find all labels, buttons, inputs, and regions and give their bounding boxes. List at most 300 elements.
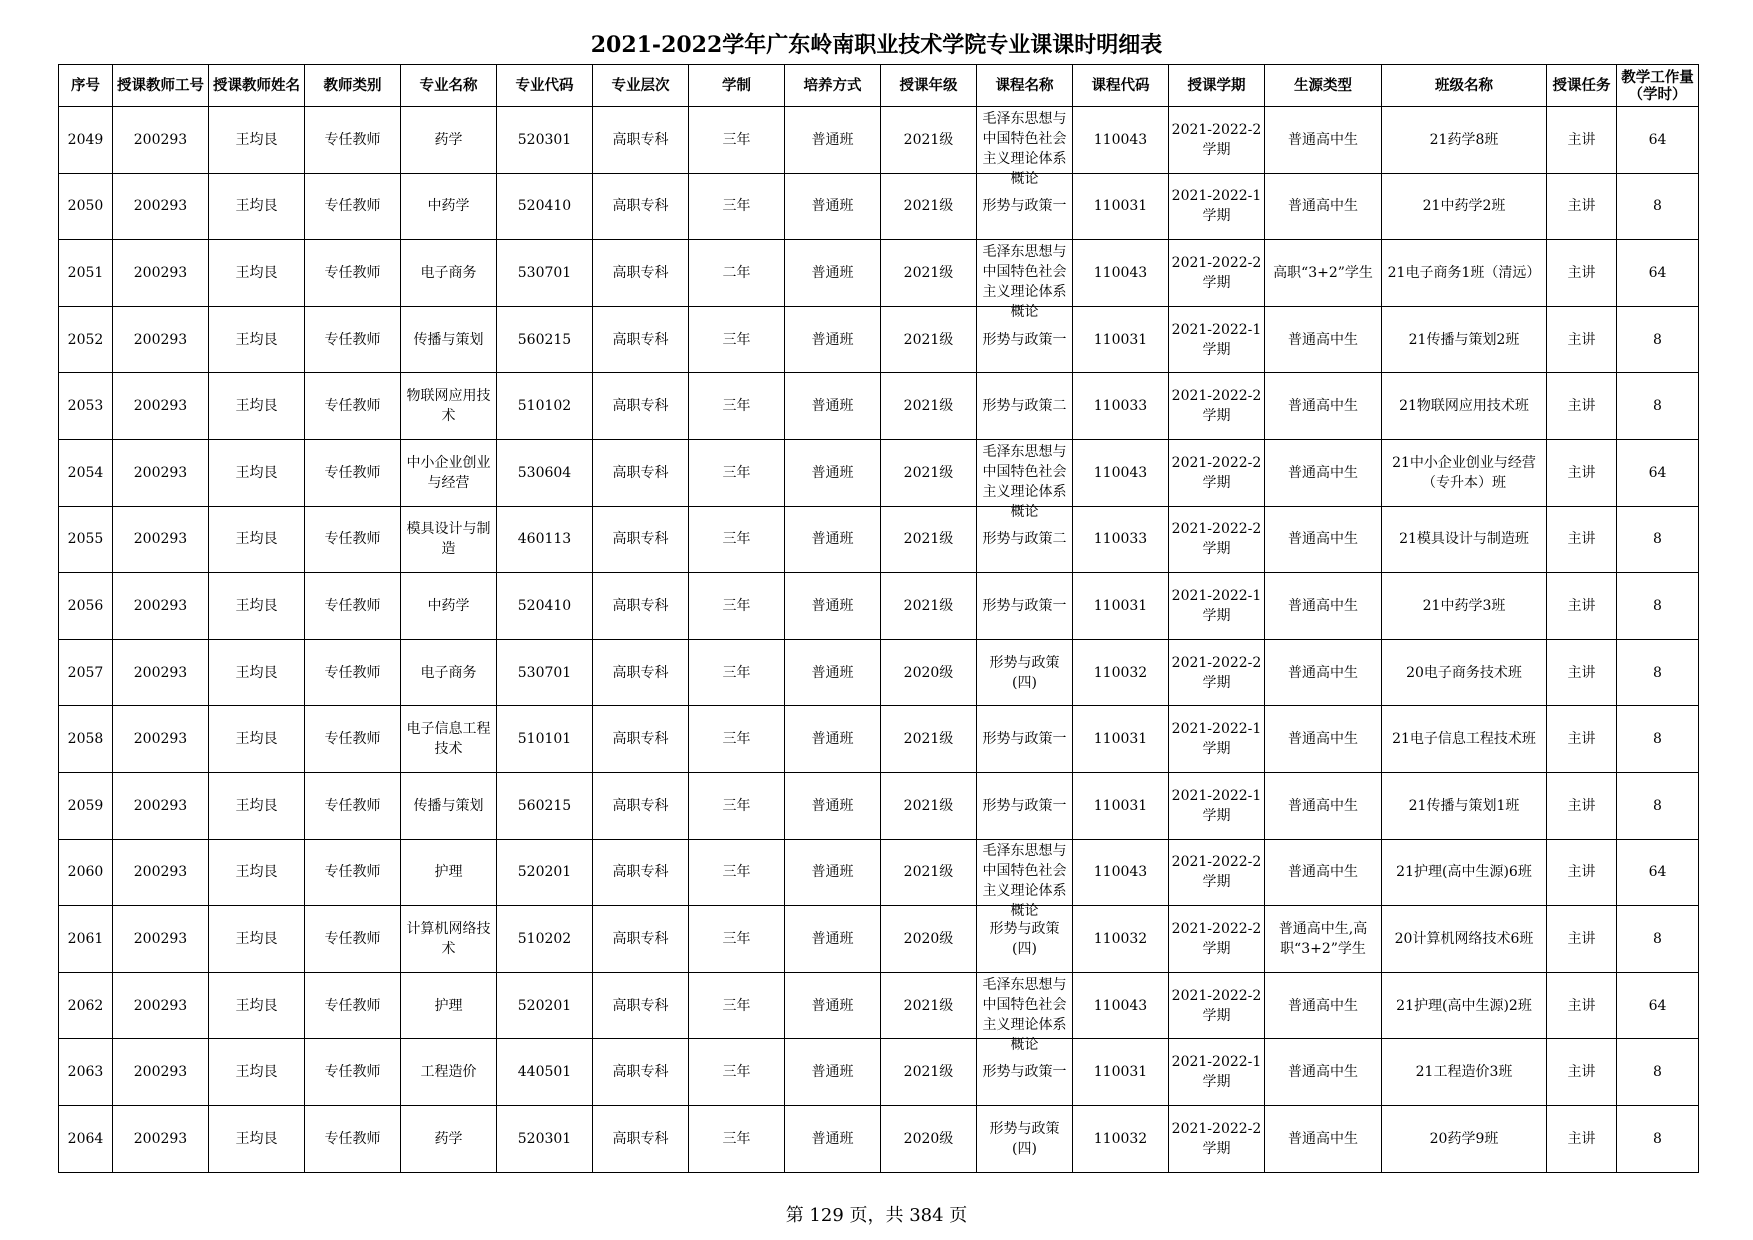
cell-text: 普通高中生 [1288,797,1358,814]
table-cell [113,373,209,440]
table-cell [401,173,497,240]
table-row [59,639,1699,706]
cell-text: 520301 [517,131,572,148]
table-cell [1073,573,1169,640]
cell-text: 21中药学2班 [1422,198,1506,215]
cell-text: 王均艮 [235,1130,278,1147]
table-cell [113,173,209,240]
table-cell [113,306,209,373]
table-cell [785,706,881,773]
table-cell [305,439,401,506]
table-cell [1265,573,1382,640]
table-cell [977,706,1073,773]
table-cell [1265,972,1382,1039]
cell-text: 20计算机网络技术6班 [1394,930,1534,947]
table-cell [497,506,593,573]
cell-text: 2051 [67,264,104,281]
table-cell [1382,772,1547,839]
cell-text: 普通高中生 [1288,531,1358,548]
cell-text: 2021-2022-2学期 [1171,854,1262,891]
table-cell [305,906,401,973]
table-cell [881,1039,977,1106]
table-cell [401,373,497,440]
table-cell [113,573,209,640]
cell-text: 200293 [133,1064,188,1081]
table-cell [785,573,881,640]
cell-text: 8 [1653,731,1662,748]
table-cell [1073,972,1169,1039]
table-cell [689,1105,785,1172]
table-cell [1169,107,1265,174]
table-cell [1382,439,1547,506]
table-cell [1617,573,1699,640]
table-cell [305,972,401,1039]
cell-text: 电子商务 [420,264,477,281]
cell-text: 21药学8班 [1429,131,1499,148]
cell-text: 三年 [722,864,751,881]
table-cell [881,107,977,174]
column-header: 班级名称 [1382,65,1547,107]
cell-text: 普通班 [811,1130,854,1147]
table-cell [59,972,113,1039]
cell-text: 2020级 [903,930,954,947]
cell-text: 2064 [67,1130,104,1147]
table-cell [59,373,113,440]
cell-text: 专任教师 [324,331,381,348]
cell-text: 专任教师 [324,398,381,415]
cell-text: 2057 [67,664,104,681]
cell-text: 200293 [133,797,188,814]
table-cell [305,1039,401,1106]
cell-text: 高职专科 [612,797,669,814]
table-cell [401,706,497,773]
cell-text: 高职“3+2”学生 [1273,264,1373,281]
cell-text: 2020级 [903,1130,954,1147]
cell-text: 20电子商务技术班 [1406,664,1522,681]
table-cell [689,506,785,573]
cell-text: 110031 [1093,797,1148,814]
column-header: 授课学期 [1169,65,1265,107]
cell-text: 普通高中生 [1288,864,1358,881]
cell-text: 三年 [722,930,751,947]
cell-text: 形势与政策二 [982,531,1067,548]
table-cell [785,173,881,240]
table-cell [59,1105,113,1172]
cell-text: 高职专科 [612,731,669,748]
table-cell [1382,639,1547,706]
cell-text: 中药学 [427,597,470,614]
cell-text: 200293 [133,264,188,281]
cell-text: 8 [1653,664,1662,681]
table-cell [1382,373,1547,440]
table-cell [1617,1105,1699,1172]
table-cell [497,1105,593,1172]
table-cell [977,972,1073,1053]
table-cell [1547,706,1617,773]
cell-text: 主讲 [1567,531,1596,548]
table-cell [593,306,689,373]
column-header: 专业层次 [593,65,689,107]
cell-text: 2021-2022-1学期 [1171,721,1262,758]
table-cell [1382,906,1547,973]
cell-text: 2020级 [903,664,954,681]
table-cell [785,439,881,506]
column-header: 课程名称 [977,65,1073,107]
cell-text: 专任教师 [324,198,381,215]
table-cell [1617,639,1699,706]
cell-text: 8 [1653,930,1662,947]
cell-text: 200293 [133,930,188,947]
cell-text: 普通高中生 [1288,731,1358,748]
table-cell [497,772,593,839]
cell-text: 普通班 [811,597,854,614]
table-cell [401,506,497,573]
cell-text: 2054 [67,464,104,481]
cell-text: 2053 [67,398,104,415]
table-cell [1265,1105,1382,1172]
cell-text: 普通班 [811,864,854,881]
table-cell [113,439,209,506]
table-cell [401,839,497,906]
cell-text: 护理 [434,864,463,881]
cell-text: 8 [1653,198,1662,215]
table-cell [1382,972,1547,1039]
cell-text: 王均艮 [235,531,278,548]
table-cell [1547,1105,1617,1172]
table-cell [401,906,497,973]
table-cell [785,306,881,373]
cell-text: 8 [1653,531,1662,548]
table-row [59,972,1699,1039]
cell-text: 普通高中生,高职“3+2”学生 [1278,920,1368,957]
table-cell [1169,1105,1265,1172]
cell-text: 王均艮 [235,597,278,614]
table-cell [593,373,689,440]
header-row [59,65,1699,107]
table-cell [785,772,881,839]
table-cell [305,839,401,906]
cell-text: 440501 [517,1064,572,1081]
cell-text: 2021-2022-2学期 [1171,987,1262,1024]
cell-text: 2021-2022-2学期 [1171,121,1262,158]
table-cell [1617,173,1699,240]
table-cell [977,1105,1073,1172]
table-cell [497,1039,593,1106]
table-cell [1169,439,1265,506]
cell-text: 200293 [133,1130,188,1147]
table-cell [1073,306,1169,373]
table-cell [1169,573,1265,640]
cell-text: 高职专科 [612,331,669,348]
table-cell [1169,373,1265,440]
cell-text: 王均艮 [235,1064,278,1081]
cell-text: 2021级 [903,797,954,814]
cell-text: 形势与政策二 [982,398,1067,415]
table-cell [785,972,881,1039]
table-cell [785,639,881,706]
cell-text: 王均艮 [235,930,278,947]
table-cell [593,506,689,573]
table-cell [209,1105,305,1172]
table-cell [977,107,1073,187]
cell-text: 110043 [1093,131,1148,148]
table-cell [689,972,785,1039]
cell-text: 2021-2022-2学期 [1171,920,1262,957]
table-cell [1382,706,1547,773]
table-cell [305,306,401,373]
cell-text: 21物联网应用技术班 [1399,398,1529,415]
cell-text: 普通班 [811,1064,854,1081]
cell-text: 21中小企业创业与经营（专升本）班 [1392,454,1536,491]
table-cell [593,839,689,906]
table-cell [1265,306,1382,373]
table-cell [209,107,305,174]
cell-text: 专任教师 [324,531,381,548]
table-cell [1265,506,1382,573]
table-cell [1617,906,1699,973]
cell-text: 2021-2022-1学期 [1171,1054,1262,1091]
table-cell [1617,107,1699,174]
table-cell [1265,240,1382,307]
cell-text: 形势与政策一 [982,1064,1067,1081]
cell-text: 高职专科 [612,198,669,215]
cell-text: 形势与政策一 [982,597,1067,614]
table-cell [881,706,977,773]
table-cell [59,839,113,906]
cell-text: 主讲 [1567,331,1596,348]
table-cell [497,439,593,506]
cell-text: 普通班 [811,198,854,215]
table-cell [785,1039,881,1106]
cell-text: 王均艮 [235,331,278,348]
cell-text: 专任教师 [324,664,381,681]
cell-text: 形势与政策(四) [989,1120,1060,1157]
table-cell [1073,439,1169,506]
table-cell [401,107,497,174]
cell-text: 传播与策划 [413,331,484,348]
column-header: 授课年级 [881,65,977,107]
table-cell [59,173,113,240]
table-cell [593,240,689,307]
table-cell [1073,107,1169,174]
table-cell [785,1105,881,1172]
cell-text: 普通班 [811,464,854,481]
table-cell [113,839,209,906]
course-hours-table [58,64,1699,1173]
cell-text: 专任教师 [324,131,381,148]
cell-text: 普通高中生 [1288,597,1358,614]
cell-text: 普通高中生 [1288,331,1358,348]
column-header: 授课教师工号 [113,65,209,107]
table-cell [1617,306,1699,373]
cell-text: 普通高中生 [1288,1130,1358,1147]
cell-text: 2058 [67,731,104,748]
cell-text: 21护理(高中生源)6班 [1396,864,1532,881]
cell-text: 高职专科 [612,1064,669,1081]
cell-text: 普通班 [811,797,854,814]
table-cell [1169,906,1265,973]
table-cell [785,240,881,307]
table-cell [1073,1039,1169,1106]
table-cell [689,906,785,973]
cell-text: 普通班 [811,131,854,148]
table-cell [881,173,977,240]
cell-text: 普通高中生 [1288,664,1358,681]
cell-text: 计算机网络技术 [406,920,491,957]
table-cell [689,240,785,307]
page-footer: 第 129 页，共 384 页 [785,1205,968,1226]
table-cell [209,706,305,773]
cell-text: 520201 [517,997,572,1014]
cell-text: 主讲 [1567,597,1596,614]
table-cell [593,639,689,706]
table-cell [401,240,497,307]
cell-text: 形势与政策一 [982,331,1067,348]
cell-text: 专任教师 [324,464,381,481]
cell-text: 110032 [1093,930,1148,947]
table-cell [1547,1039,1617,1106]
table-cell [1382,306,1547,373]
table-cell [113,706,209,773]
cell-text: 2021级 [903,1064,954,1081]
cell-text: 8 [1653,398,1662,415]
table-row [59,373,1699,440]
table-cell [689,373,785,440]
table-cell [209,772,305,839]
cell-text: 21电子商务1班（清远） [1387,264,1541,281]
table-cell [1073,173,1169,240]
cell-text: 主讲 [1567,930,1596,947]
cell-text: 三年 [722,997,751,1014]
cell-text: 高职专科 [612,131,669,148]
cell-text: 三年 [722,398,751,415]
cell-text: 21传播与策划1班 [1408,797,1520,814]
table-cell [1169,240,1265,307]
table-cell [1547,506,1617,573]
table-cell [785,373,881,440]
table-cell [401,439,497,506]
cell-text: 形势与政策(四) [989,920,1060,957]
cell-text: 520301 [517,1130,572,1147]
table-cell [209,972,305,1039]
table-cell [209,1039,305,1106]
cell-text: 200293 [133,731,188,748]
cell-text: 专任教师 [324,597,381,614]
cell-text: 高职专科 [612,464,669,481]
cell-text: 2021级 [903,997,954,1014]
table-cell [977,573,1073,640]
cell-text: 普通高中生 [1288,1064,1358,1081]
table-cell [1073,839,1169,906]
cell-text: 三年 [722,331,751,348]
cell-text: 三年 [722,198,751,215]
table-cell [593,906,689,973]
table-row [59,706,1699,773]
table-cell [209,906,305,973]
table-cell [401,1039,497,1106]
cell-text: 三年 [722,131,751,148]
table-cell [689,306,785,373]
cell-text: 专任教师 [324,797,381,814]
table-cell [401,772,497,839]
cell-text: 520410 [517,597,572,614]
cell-text: 110043 [1093,997,1148,1014]
table-cell [497,240,593,307]
table-cell [881,506,977,573]
column-header: 序号 [59,65,113,107]
cell-text: 510101 [517,731,572,748]
cell-text: 2021-2022-2学期 [1171,388,1262,425]
table-cell [1382,1105,1547,1172]
table-cell [209,639,305,706]
cell-text: 工程造价 [420,1064,477,1081]
cell-text: 2050 [67,198,104,215]
cell-text: 2021级 [903,731,954,748]
table-cell [881,772,977,839]
cell-text: 110031 [1093,331,1148,348]
cell-text: 主讲 [1567,464,1596,481]
table-cell [593,1105,689,1172]
cell-text: 专任教师 [324,864,381,881]
table-cell [977,240,1073,320]
table-cell [209,173,305,240]
table-cell [689,639,785,706]
table-cell [1073,906,1169,973]
cell-text: 2055 [67,531,104,548]
table-cell [401,639,497,706]
table-cell [1617,1039,1699,1106]
table-cell [1617,972,1699,1039]
table-cell [113,639,209,706]
cell-text: 64 [1648,264,1667,281]
cell-text: 毛泽东思想与中国特色社会主义理论体系概论 [982,976,1067,1053]
table-cell [1265,772,1382,839]
cell-text: 中小企业创业与经营 [406,454,491,491]
cell-text: 普通高中生 [1288,131,1358,148]
cell-text: 普通班 [811,664,854,681]
cell-text: 王均艮 [235,398,278,415]
cell-text: 21电子信息工程技术班 [1392,731,1536,748]
table-row [59,439,1699,506]
table-cell [1073,639,1169,706]
table-cell [881,639,977,706]
cell-text: 2021-2022-2学期 [1171,1120,1262,1157]
table-cell [1169,839,1265,906]
cell-text: 二年 [722,264,751,281]
table-cell [1547,107,1617,174]
table-cell [881,439,977,506]
cell-text: 药学 [434,131,463,148]
cell-text: 中药学 [427,198,470,215]
cell-text: 高职专科 [612,398,669,415]
cell-text: 110033 [1093,398,1148,415]
cell-text: 高职专科 [612,264,669,281]
cell-text: 200293 [133,464,188,481]
table-cell [1073,706,1169,773]
cell-text: 普通班 [811,531,854,548]
cell-text: 高职专科 [612,930,669,947]
cell-text: 普通班 [811,398,854,415]
table-cell [113,972,209,1039]
cell-text: 200293 [133,331,188,348]
table-cell [401,573,497,640]
cell-text: 8 [1653,797,1662,814]
cell-text: 三年 [722,664,751,681]
table-cell [113,1039,209,1106]
table-cell [1073,772,1169,839]
cell-text: 110043 [1093,864,1148,881]
cell-text: 毛泽东思想与中国特色社会主义理论体系概论 [982,843,1067,920]
